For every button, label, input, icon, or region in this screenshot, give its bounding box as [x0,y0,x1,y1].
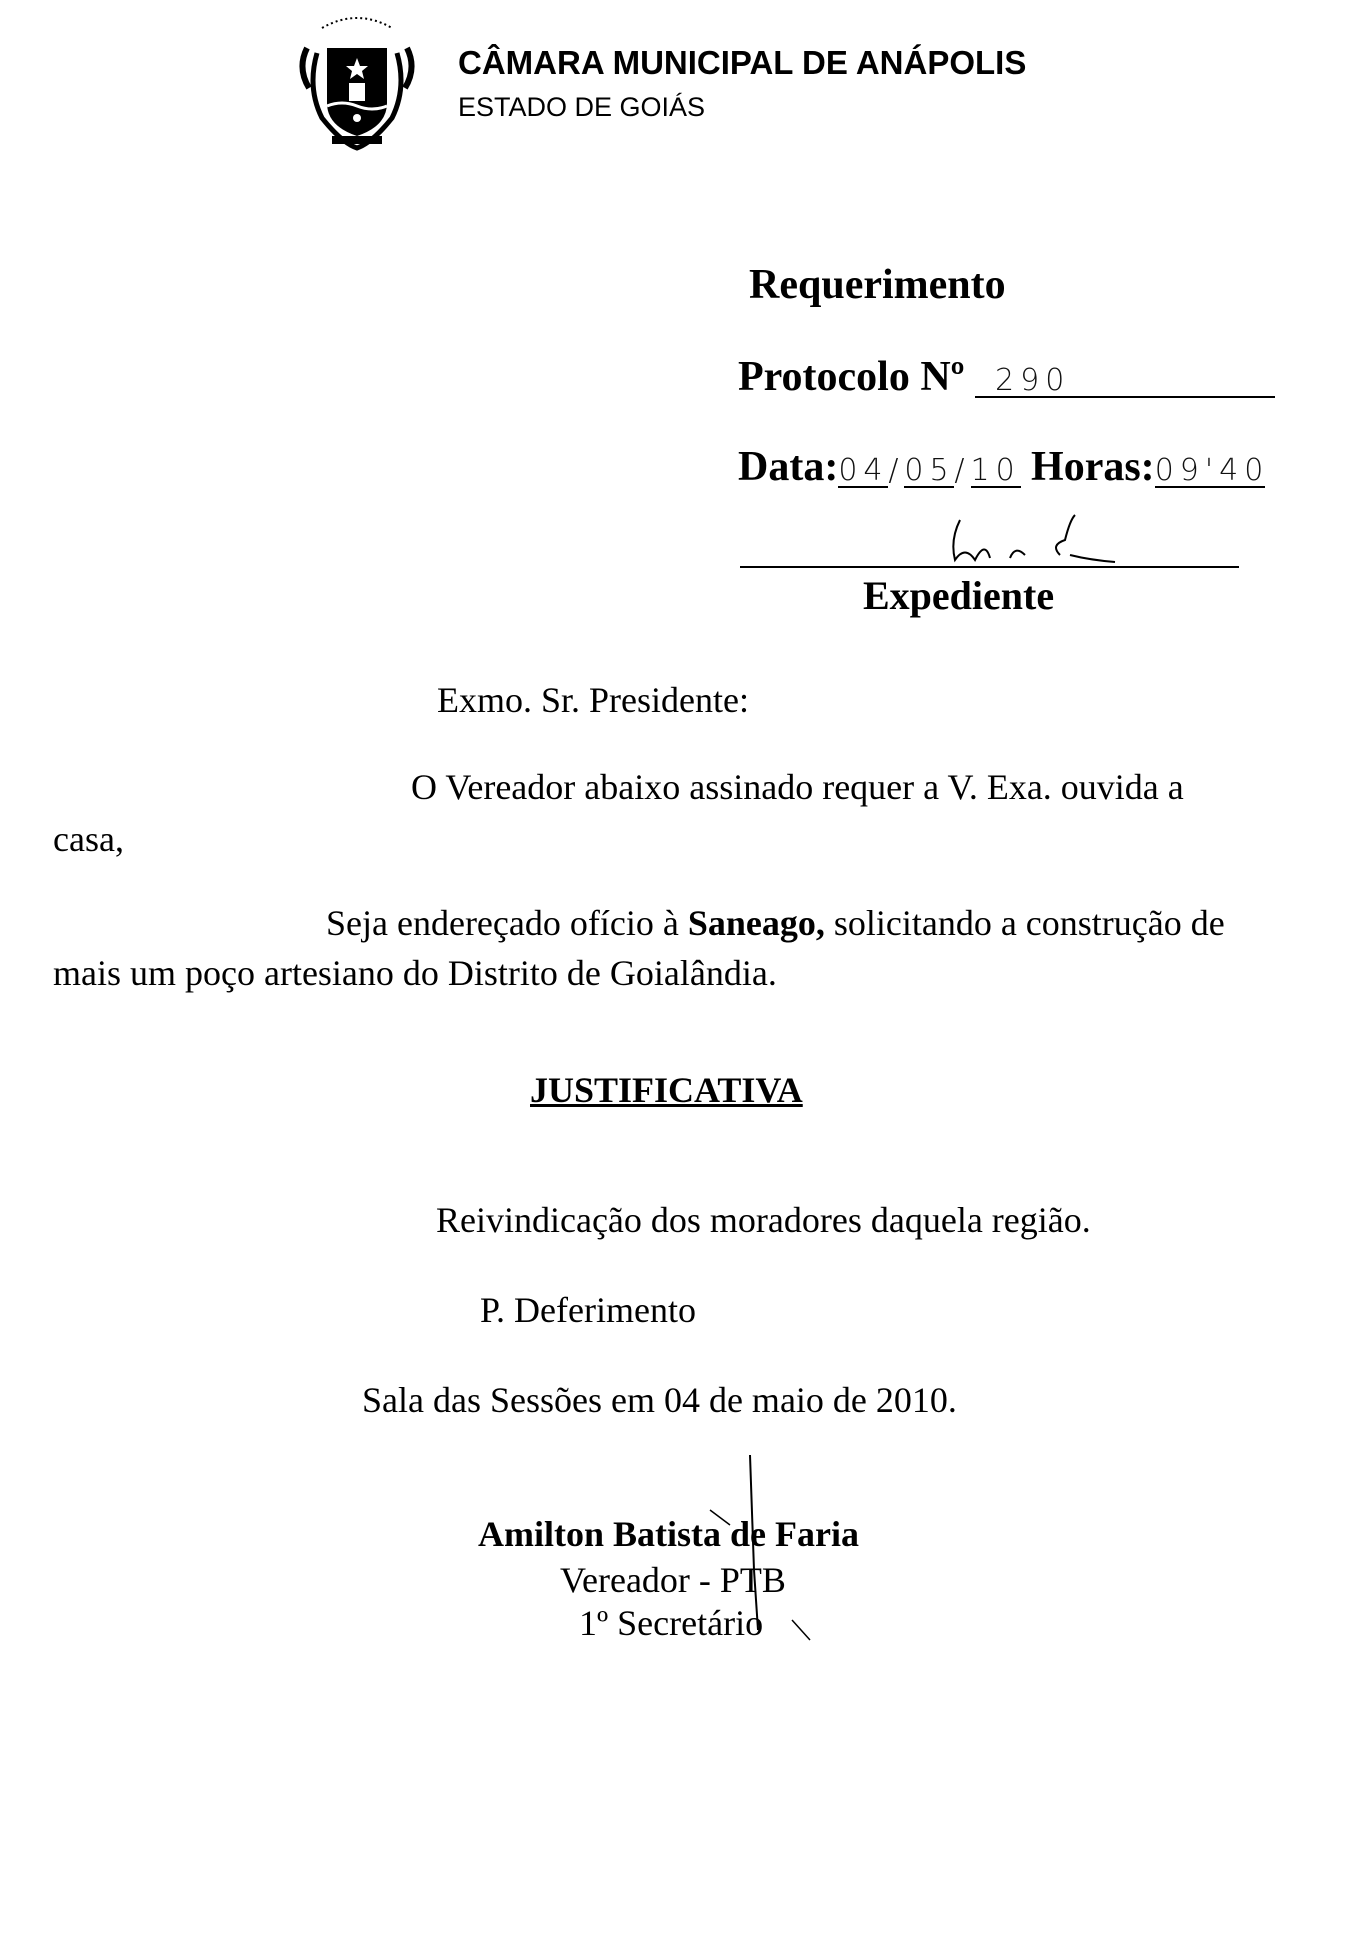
date-day: 04 [838,453,889,488]
date-year: 10 [970,453,1021,488]
state-name: ESTADO DE GOIÁS [458,92,706,122]
institution-name: CÂMARA MUNICIPAL DE ANÁPOLIS [458,44,1027,81]
request-line-2: mais um poço artesiano do Distrito de Goialândia. [53,953,777,993]
request-entity: Saneago, [687,903,825,943]
stamp-section: Expediente [863,573,1055,618]
protocol-label: Protocolo Nº [738,354,965,400]
coat-of-arms-logo [287,8,427,156]
signatory-role: Vereador - PTB [560,1560,786,1600]
request-line-1 [326,905,1225,941]
intro-line-1: O Vereador abaixo assinado requer a V. Exa. ouvida a [411,767,1184,807]
date-month: 05 [904,453,955,488]
intro-line-2: casa, [53,819,124,859]
signatory-position: 1º Secretário [579,1603,764,1643]
signature-line [740,566,1239,568]
salutation: Exmo. Sr. Presidente: [437,680,749,720]
justification-heading: JUSTIFICATIVA [530,1070,803,1110]
protocol-row [738,356,1275,398]
request-suffix: solicitando a construção de [824,903,1225,943]
request-prefix: Seja endereçado ofício à [326,903,688,943]
protocol-number: 290 [975,366,1275,398]
stamp-title: Requerimento [749,262,1006,308]
justification-text: Reivindicação dos moradores daquela região. [436,1200,1091,1240]
hours-label: Horas: [1031,444,1155,490]
date-row: Data:04/05/10 Horas:09'40 [738,444,1270,490]
hours-value: 09'40 [1154,453,1270,488]
closing: P. Deferimento [480,1290,696,1330]
stamp-initials-signature [940,510,1140,570]
date-label: Data: [738,444,839,490]
place-date: Sala das Sessões em 04 de maio de 2010. [362,1380,957,1420]
signatory-name: Amilton Batista de Faria [478,1514,859,1554]
